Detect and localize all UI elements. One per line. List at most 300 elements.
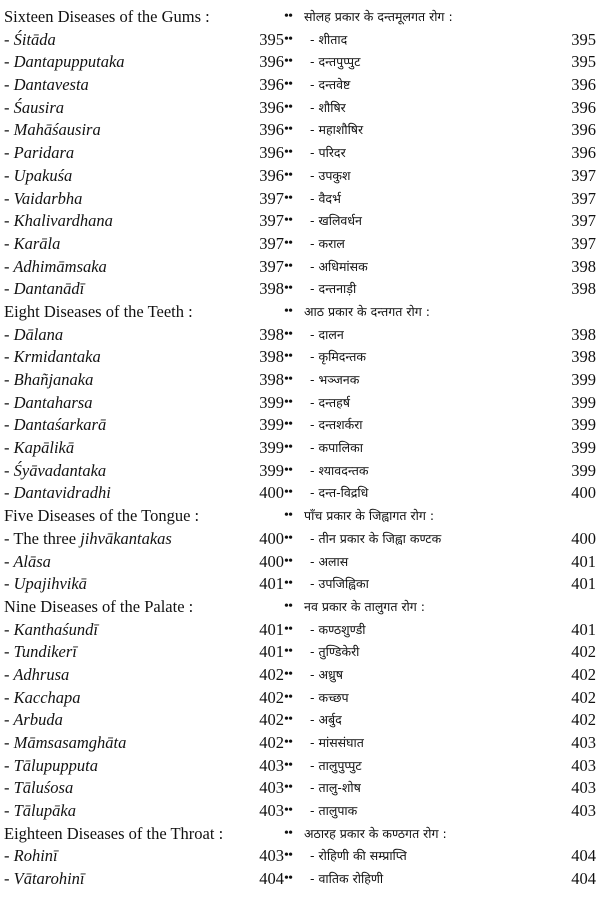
bullet-mark: •	[284, 122, 289, 138]
index-entry	[4, 460, 293, 483]
entry-label: - तालु-शोष	[310, 780, 361, 796]
entry-label: - दन्तवेष्ट	[310, 77, 351, 93]
page-number: 396	[259, 143, 284, 163]
entry-label: - Dantavidradhi	[4, 483, 111, 503]
bullet-mark: •	[284, 871, 289, 887]
index-entry	[4, 800, 293, 823]
entry-label: - भञ्जनक	[310, 372, 360, 387]
index-entry	[284, 188, 596, 211]
section-heading	[4, 6, 293, 29]
page-number: 398	[571, 324, 596, 344]
index-entry	[4, 619, 293, 642]
bullet-mark: •	[284, 303, 289, 319]
bullet-mark: •	[284, 553, 289, 569]
bullet-mark: •	[288, 825, 293, 841]
entry-label: - Dantapupputaka	[4, 52, 125, 72]
entry-label: - Dantaharsa	[4, 392, 93, 412]
bullet-mark: •	[288, 145, 293, 161]
entry-label: - Kanthaśundī	[4, 619, 98, 639]
entry-label: - Kacchapa	[4, 687, 81, 707]
entry-label: - Tundikerī	[4, 642, 77, 662]
page-number: 400	[259, 483, 284, 503]
page-number: 400	[259, 551, 284, 571]
entry-label: - शौषिर	[310, 99, 346, 115]
hindi-index-column	[284, 6, 596, 891]
entry-label: - Vātarohinī	[4, 869, 85, 889]
page-number: 403	[259, 778, 284, 798]
entry-label: - Māmsasamghāta	[4, 733, 127, 752]
heading-label: Five Diseases of the Tongue :	[4, 506, 200, 526]
entry-label: - कराल	[310, 235, 345, 251]
page-number: 402	[259, 710, 284, 730]
page-number: 403	[571, 778, 596, 798]
bullet-mark: •	[284, 77, 289, 93]
bullet-mark: •	[288, 598, 293, 614]
bullet-mark: •	[288, 9, 293, 24]
entry-label: - परिदर	[310, 145, 346, 161]
page-number: 403	[571, 755, 596, 775]
entry-label: - Adhimāmsaka	[4, 256, 107, 276]
index-entry	[4, 845, 293, 868]
page-number: 396	[259, 75, 284, 95]
index-entry	[4, 755, 293, 778]
bullet-mark: •	[288, 689, 293, 705]
entry-label: - Krmidantaka	[4, 347, 101, 367]
bullet-mark: •	[288, 735, 293, 750]
index-entry	[4, 256, 293, 279]
section-heading	[284, 505, 596, 528]
bullet-mark: •	[284, 394, 289, 410]
section-heading	[284, 6, 596, 29]
entry-label: - Tāluśosa	[4, 778, 74, 798]
entry-label: - श्यावदन्तक	[310, 462, 369, 478]
index-entry	[284, 551, 596, 574]
index-entry	[4, 369, 293, 392]
index-entry	[4, 188, 293, 211]
index-entry	[284, 119, 596, 142]
index-entry	[284, 392, 596, 415]
page-number: 397	[571, 233, 596, 253]
index-entry	[4, 868, 293, 891]
heading-label: पाँच प्रकार के जिह्वागत रोग :	[304, 508, 435, 524]
page-number: 403	[571, 801, 596, 821]
entry-label: - तीन प्रकार के जिह्वा कण्टक	[310, 530, 442, 546]
bullet-mark: •	[288, 235, 293, 251]
bullet-mark: •	[288, 530, 293, 546]
page-number: 398	[571, 256, 596, 276]
entry-label: - शीताद	[310, 31, 348, 47]
page-number: 396	[259, 165, 284, 185]
index-entry	[4, 278, 293, 301]
index-entry	[284, 619, 596, 642]
page-number: 401	[571, 574, 596, 594]
bullet-mark: •	[288, 576, 293, 592]
bullet-mark: •	[284, 9, 289, 24]
english-index-column	[4, 6, 293, 891]
bullet-mark: •	[288, 303, 293, 319]
bullet-mark: •	[288, 54, 293, 70]
index-entry	[4, 709, 293, 732]
index-entry	[4, 210, 293, 233]
bullet-mark: •	[284, 372, 289, 387]
bullet-mark: •	[288, 417, 293, 433]
page-number: 402	[571, 664, 596, 684]
bullet-mark: •	[288, 712, 293, 728]
page-number: 401	[259, 642, 284, 662]
entry-label: - अर्बुद	[310, 712, 342, 728]
index-entry	[284, 51, 596, 74]
page-number: 398	[259, 279, 284, 299]
bullet-mark: •	[284, 735, 289, 750]
entry-label: - दन्तहर्ष	[310, 394, 350, 410]
page-number: 397	[259, 188, 284, 208]
entry-label: - रोहिणी की सम्प्राप्ति	[310, 848, 407, 864]
heading-label: Eight Diseases of the Teeth :	[4, 301, 193, 321]
entry-label: - Rohinī	[4, 846, 58, 866]
page-number: 400	[571, 528, 596, 548]
index-entry	[284, 709, 596, 732]
page-number: 402	[571, 642, 596, 662]
section-heading	[4, 301, 293, 324]
entry-label: - वैदर्भ	[310, 190, 341, 206]
bullet-mark: •	[288, 508, 293, 524]
page-number: 396	[259, 120, 284, 140]
index-entry	[284, 687, 596, 710]
page-number: 404	[571, 846, 596, 866]
heading-label: अठारह प्रकार के कण्ठगत रोग :	[304, 825, 447, 841]
index-entry	[284, 369, 596, 392]
bullet-mark: •	[284, 644, 289, 660]
entry-label: - कण्ठशुण्डी	[310, 621, 366, 637]
heading-label: Eighteen Diseases of the Throat :	[4, 823, 224, 843]
index-entry	[4, 732, 293, 755]
entry-label: - मांससंघात	[310, 735, 364, 750]
bullet-mark: •	[288, 77, 293, 93]
entry-label: - Bhañjanaka	[4, 370, 94, 389]
index-entry	[4, 528, 293, 551]
index-entry	[4, 392, 293, 415]
page-number: 397	[571, 165, 596, 185]
bullet-mark: •	[284, 530, 289, 546]
entry-label: - दन्तशर्करा	[310, 417, 363, 433]
heading-label: Sixteen Diseases of the Gums :	[4, 7, 210, 26]
section-heading	[4, 596, 293, 619]
entry-label: - Śausira	[4, 97, 65, 117]
page-number: 402	[259, 733, 284, 752]
entry-label: - Kapālikā	[4, 438, 75, 458]
entry-label: - तालुपाक	[310, 803, 358, 819]
entry-label: - Vaidarbha	[4, 188, 83, 208]
page-number: 399	[571, 460, 596, 480]
bullet-mark: •	[284, 31, 289, 47]
index-entry	[4, 97, 293, 120]
index-entry	[284, 414, 596, 437]
bullet-mark: •	[284, 281, 289, 297]
bullet-mark: •	[288, 780, 293, 796]
bullet-mark: •	[284, 485, 289, 501]
bullet-mark: •	[288, 122, 293, 138]
page-number: 396	[571, 120, 596, 140]
index-entry	[284, 97, 596, 120]
entry-label: - उपकुश	[310, 167, 351, 183]
page-number: 400	[571, 483, 596, 503]
bullet-mark: •	[284, 666, 289, 682]
bullet-mark: •	[284, 440, 289, 456]
entry-label: - अध्रुष	[310, 666, 343, 682]
bullet-mark: •	[284, 258, 289, 274]
index-entry	[4, 29, 293, 52]
entry-label: - Śyāvadantaka	[4, 460, 107, 480]
bullet-mark: •	[288, 326, 293, 342]
index-entry	[4, 687, 293, 710]
index-entry	[284, 528, 596, 551]
bullet-mark: •	[284, 757, 289, 773]
index-entry	[284, 74, 596, 97]
entry-label-italic: jihvākantakas	[80, 528, 172, 548]
page-number: 397	[259, 256, 284, 276]
bullet-mark: •	[284, 576, 289, 592]
section-heading	[4, 505, 293, 528]
page-number: 398	[259, 370, 284, 389]
entry-label: - Dantanādī	[4, 279, 85, 299]
entry-label: - महाशौषिर	[310, 122, 364, 138]
bullet-mark: •	[288, 666, 293, 682]
page-number: 403	[571, 733, 596, 752]
index-entry	[4, 74, 293, 97]
entry-label: - उपजिह्विका	[310, 576, 369, 592]
entry-label: - तुण्डिकेरी	[310, 644, 360, 660]
section-heading	[4, 823, 293, 846]
page-number: 399	[571, 370, 596, 389]
bullet-mark: •	[288, 803, 293, 819]
index-entry	[284, 482, 596, 505]
entry-label: - Upakuśa	[4, 165, 73, 185]
entry-label: - अधिमांसक	[310, 258, 368, 274]
entry-label: - दन्तनाड़ी	[310, 281, 357, 297]
index-entry	[284, 664, 596, 687]
entry-label: - Dantavesta	[4, 75, 89, 95]
bullet-mark: •	[288, 167, 293, 183]
index-entry	[284, 641, 596, 664]
index-entry	[4, 414, 293, 437]
entry-label: - वातिक रोहिणी	[310, 871, 384, 887]
index-entry	[4, 346, 293, 369]
section-heading	[284, 823, 596, 846]
index-entry	[284, 777, 596, 800]
entry-label: - Dantaśarkarā	[4, 415, 107, 435]
bullet-mark: •	[288, 190, 293, 206]
bullet-mark: •	[288, 644, 293, 660]
index-entry	[284, 755, 596, 778]
entry-label: - दन्त-विद्रधि	[310, 485, 369, 501]
page-number: 399	[259, 438, 284, 458]
page-number: 402	[571, 687, 596, 707]
bullet-mark: •	[288, 31, 293, 47]
page-number: 401	[259, 574, 284, 594]
bullet-mark: •	[284, 190, 289, 206]
index-entry	[284, 324, 596, 347]
bullet-mark: •	[284, 848, 289, 864]
page-number: 401	[571, 619, 596, 639]
entry-label: - दालन	[310, 326, 344, 342]
entry-label	[4, 528, 172, 551]
page-number: 398	[571, 347, 596, 367]
page-number: 397	[571, 211, 596, 231]
bullet-mark: •	[288, 871, 293, 887]
index-entry	[284, 868, 596, 891]
page-number: 398	[259, 324, 284, 344]
bullet-mark: •	[284, 326, 289, 342]
entry-label: - Karāla	[4, 233, 61, 253]
entry-label: - कच्छप	[310, 689, 349, 705]
entry-label: - Tālupupputa	[4, 755, 98, 775]
index-entry	[284, 460, 596, 483]
entry-label: - Khalivardhana	[4, 211, 113, 231]
page-number: 403	[259, 846, 284, 866]
bullet-mark: •	[284, 213, 289, 229]
entry-label: - कृमिदन्तक	[310, 349, 367, 365]
page-number: 404	[571, 869, 596, 889]
section-heading	[284, 301, 596, 324]
page-number: 402	[259, 687, 284, 707]
index-entry	[4, 324, 293, 347]
bullet-mark: •	[288, 621, 293, 637]
page-number: 396	[571, 143, 596, 163]
page-number: 397	[259, 233, 284, 253]
bullet-mark: •	[284, 803, 289, 819]
page-number: 399	[571, 415, 596, 435]
bullet-mark: •	[284, 235, 289, 251]
entry-label: - Adhrusa	[4, 664, 70, 684]
entry-label-plain: - The three	[4, 528, 81, 548]
entry-label: - Upajihvikā	[4, 574, 87, 594]
bullet-mark: •	[284, 825, 289, 841]
entry-label: - Paridara	[4, 143, 75, 163]
index-entry	[284, 845, 596, 868]
bullet-mark: •	[288, 462, 293, 478]
page-number: 395	[571, 29, 596, 49]
index-entry	[284, 256, 596, 279]
index-entry	[4, 573, 293, 596]
index-entry	[4, 482, 293, 505]
heading-label: आठ प्रकार के दन्तगत रोग :	[304, 303, 430, 319]
page-number: 399	[259, 392, 284, 412]
entry-label: - कपालिका	[310, 440, 363, 456]
page-number: 395	[259, 29, 284, 49]
bullet-mark: •	[284, 417, 289, 433]
index-entry	[4, 165, 293, 188]
heading-label: नव प्रकार के तालुगत रोग :	[304, 598, 426, 614]
bullet-mark: •	[288, 213, 293, 229]
bullet-mark: •	[288, 757, 293, 773]
index-entry	[284, 142, 596, 165]
bullet-mark: •	[288, 281, 293, 297]
index-entry	[4, 233, 293, 256]
index-entry	[4, 142, 293, 165]
page-number: 401	[259, 619, 284, 639]
page-number: 396	[259, 97, 284, 117]
entry-label: - Dālana	[4, 324, 64, 344]
entry-label: - Śitāda	[4, 29, 56, 49]
bullet-mark: •	[284, 712, 289, 728]
page-number: 399	[571, 392, 596, 412]
index-entry	[284, 573, 596, 596]
heading-label: सोलह प्रकार के दन्तमूलगत रोग :	[304, 9, 453, 24]
bullet-mark: •	[288, 553, 293, 569]
entry-label: - दन्तपुप्पुट	[310, 54, 361, 70]
page-number: 400	[259, 528, 284, 548]
bullet-mark: •	[288, 485, 293, 501]
index-entry	[4, 119, 293, 142]
page-number: 397	[259, 211, 284, 231]
page-number: 402	[571, 710, 596, 730]
page-number: 398	[259, 347, 284, 367]
page-number: 401	[571, 551, 596, 571]
entry-label: - अलास	[310, 553, 349, 569]
bullet-mark: •	[284, 167, 289, 183]
page-number: 402	[259, 664, 284, 684]
heading-label: Nine Diseases of the Palate :	[4, 596, 194, 616]
bullet-mark: •	[284, 349, 289, 365]
page-number: 396	[259, 52, 284, 72]
index-entry	[284, 732, 596, 755]
bullet-mark: •	[288, 440, 293, 456]
bullet-mark: •	[284, 621, 289, 637]
index-entry	[4, 51, 293, 74]
bullet-mark: •	[284, 462, 289, 478]
index-entry	[4, 641, 293, 664]
index-entry	[4, 437, 293, 460]
page-number: 396	[571, 97, 596, 117]
index-entry	[284, 346, 596, 369]
entry-label: - Mahāśausira	[4, 120, 101, 140]
index-entry	[284, 210, 596, 233]
bullet-mark: •	[288, 258, 293, 274]
page-number: 397	[571, 188, 596, 208]
page-number: 399	[571, 438, 596, 458]
bullet-mark: •	[288, 372, 293, 387]
index-entry	[4, 777, 293, 800]
index-entry	[284, 29, 596, 52]
bullet-mark: •	[284, 99, 289, 115]
bullet-mark: •	[284, 145, 289, 161]
page-number: 399	[259, 415, 284, 435]
entry-label: - खलिवर्धन	[310, 213, 362, 229]
index-entry	[284, 800, 596, 823]
bullet-mark: •	[284, 598, 289, 614]
index-entry	[284, 437, 596, 460]
page-number: 398	[571, 279, 596, 299]
index-entry	[4, 664, 293, 687]
bullet-mark: •	[284, 54, 289, 70]
entry-label: - Alāsa	[4, 551, 51, 571]
section-heading	[284, 596, 596, 619]
page-number: 396	[571, 75, 596, 95]
bullet-mark: •	[288, 848, 293, 864]
page-number: 399	[259, 460, 284, 480]
entry-label: - तालुपुप्पुट	[310, 757, 362, 773]
index-entry	[284, 165, 596, 188]
entry-label: - Arbuda	[4, 710, 63, 730]
bullet-mark: •	[284, 508, 289, 524]
entry-label: - Tālupāka	[4, 801, 76, 821]
index-entry	[4, 551, 293, 574]
bullet-mark: •	[284, 780, 289, 796]
page-number: 404	[259, 869, 284, 889]
index-entry	[284, 233, 596, 256]
page-number: 395	[571, 52, 596, 72]
bullet-mark: •	[288, 99, 293, 115]
